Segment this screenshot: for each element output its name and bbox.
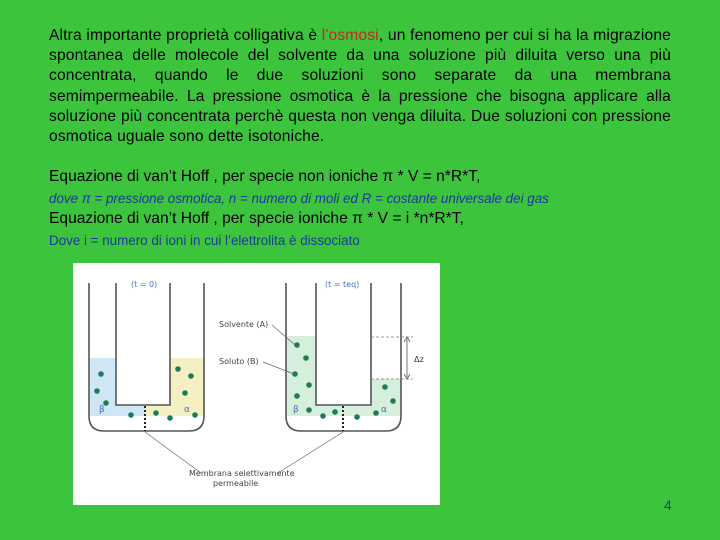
right-beta-label: β — [293, 405, 299, 415]
right-state-label: (t = teq) — [325, 280, 360, 289]
delta-z-label: Δz — [414, 355, 424, 364]
right-alpha-label: α — [381, 405, 387, 415]
equation-ionic-note: Dove i = numero di ioni in cui l’elettrolita è dissociato — [49, 233, 360, 248]
solvent-leader — [272, 325, 295, 345]
left-tube-divider — [116, 283, 170, 405]
equation-ionic: Equazione di van’t Hoff , per specie ioniche π * V = i *n*R*T, — [49, 210, 464, 227]
equation-non-ionic: Equazione di van’t Hoff , per specie non ioniche π * V = n*R*T, — [49, 168, 481, 185]
left-u-tube — [89, 280, 204, 431]
paragraph-text-start: Altra importante proprietà colligativa è — [49, 27, 322, 44]
membrane-leader-left — [145, 432, 201, 473]
membrane-leader-right — [278, 432, 343, 473]
osmosis-diagram-svg — [73, 263, 440, 505]
left-beta-label: β — [99, 405, 105, 415]
page-number: 4 — [664, 497, 672, 513]
equation-non-ionic-note: dove π = pressione osmotica, n = numero di moli ed R = costante universale dei gas — [49, 191, 549, 206]
membrane-label-line1: Membrana selettivamente — [189, 469, 295, 478]
left-state-label: (t = 0) — [131, 280, 158, 289]
membrane-label-line2: permeabile — [213, 479, 259, 488]
solute-label: Soluto (B) — [219, 357, 259, 366]
paragraph-text-end: , un fenomeno per cui si ha la migrazione spontanea delle molecole del solvente da una soluzione più diluita verso una più concentrata, quando le due soluzioni sono separate da una membrana semimpermeabile. La pressione osmotica è la pressione che bisogna applicare alla soluzione più concentrata perchè questa non venga diluita. Due soluzioni con pressione osmotica uguale sono dette isotoniche. — [49, 27, 671, 146]
osmosis-diagram — [73, 263, 440, 505]
solvent-label: Solvente (A) — [219, 320, 269, 329]
left-alpha-label: α — [184, 405, 190, 415]
osmosi-highlight: l'osmosi — [321, 27, 379, 44]
right-u-tube — [286, 280, 424, 431]
osmosis-paragraph — [49, 26, 671, 147]
